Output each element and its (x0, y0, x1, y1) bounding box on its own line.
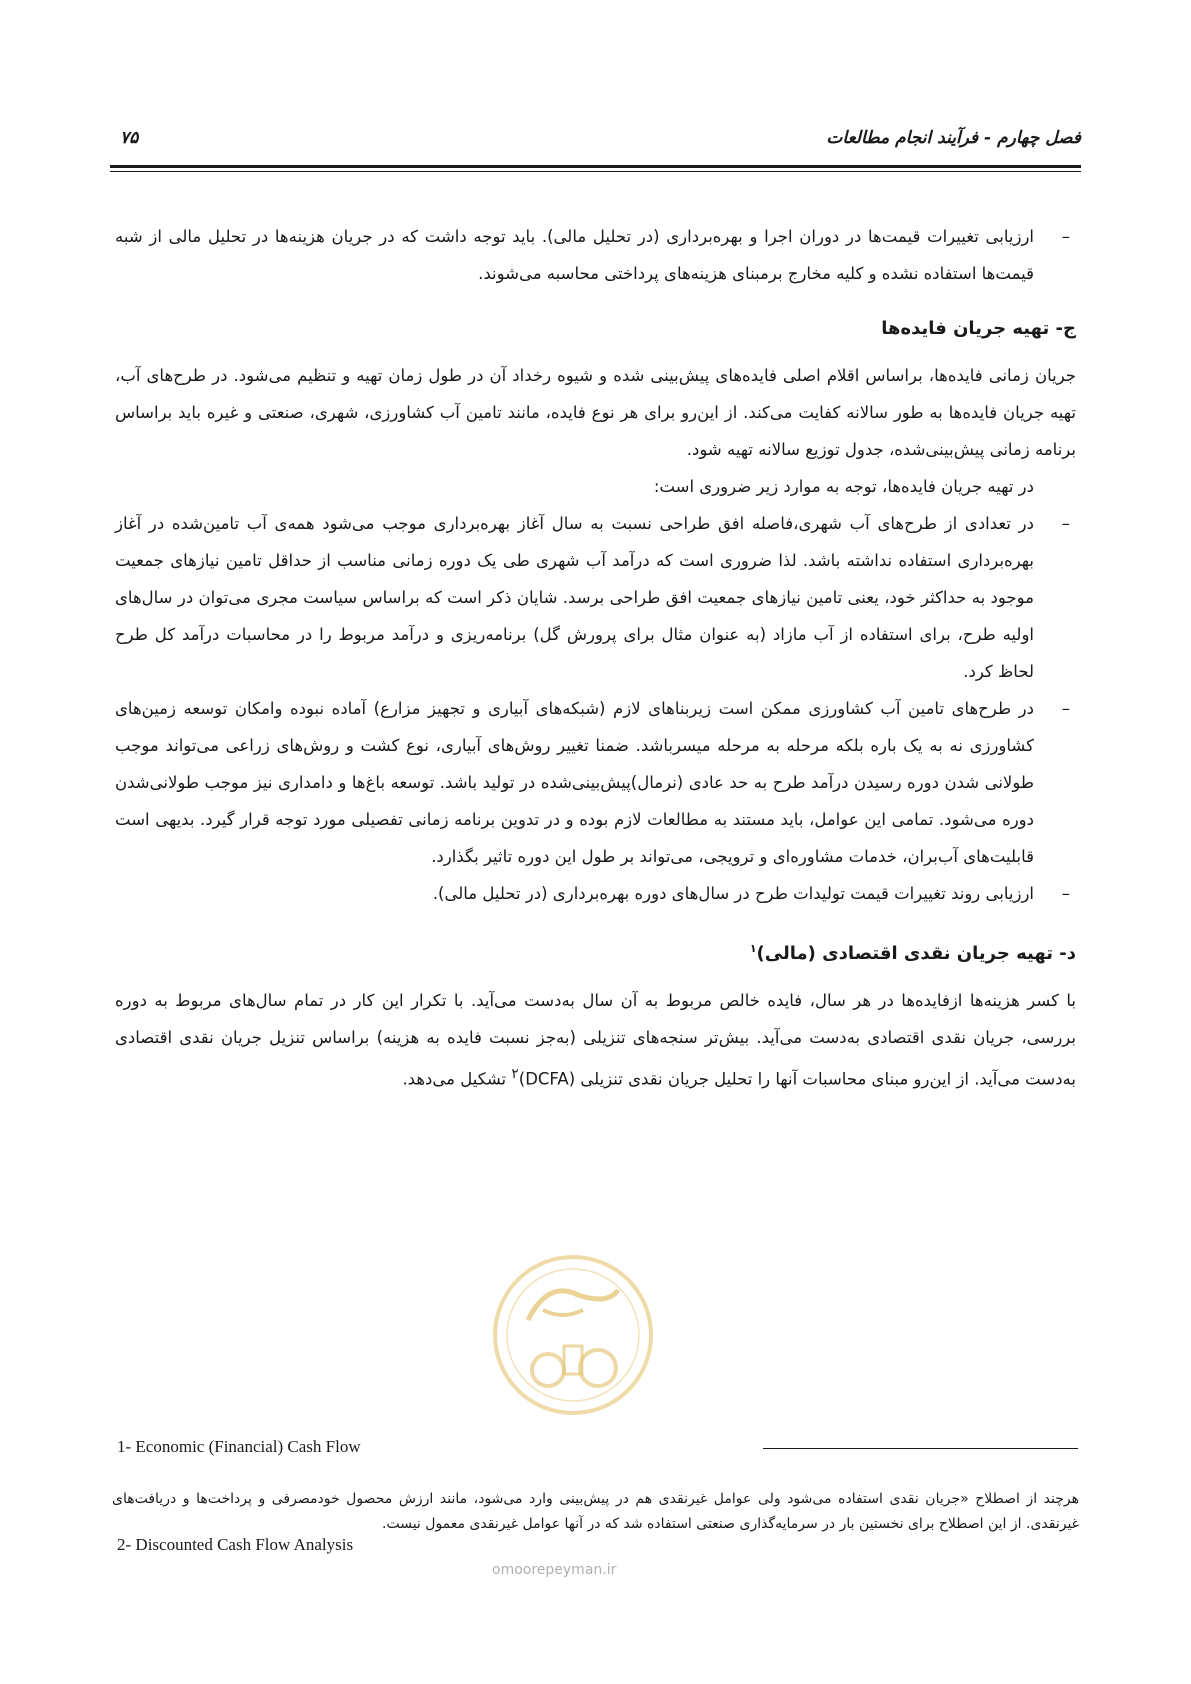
chapter-title: فصل چهارم - فرآیند انجام مطالعات (826, 128, 1081, 148)
footnote-1: 1- Economic (Financial) Cash Flow (117, 1437, 361, 1456)
bullet-dash: – (1061, 884, 1070, 903)
watermark-logo-icon (488, 1250, 658, 1420)
bullet-dash: – (1061, 514, 1070, 533)
paragraph-benefits: جریان زمانی فایده‌ها، براساس اقلام اصلی فایده‌های پیش‌بینی شده و شیوه رخداد آن در طول زمان تهیه و تنظیم می‌شود. در طرح‌های آب، تهیه جریان فایده‌ها به طور سالانه کفایت می‌کند. از این‌رو برای هر نوع فایده، مانند تامین آب کشاورزی، شهری، صنعتی و غیره باید براساس برنامه زمانی پیش‌بینی‌شده، جدول توزیع سالانه تهیه شود. (115, 366, 1076, 459)
bullet-text: ارزیابی روند تغییرات قیمت تولیدات طرح در سال‌های دوره بهره‌برداری (در تحلیل مالی). (432, 884, 1034, 903)
bullet-agricultural-water (115, 690, 1076, 875)
section-heading-benefits: ج- تهیه جریان فایده‌ها (881, 318, 1076, 339)
header-rule-thin (110, 171, 1081, 172)
section-heading-cash-flow (115, 930, 1076, 972)
page-number: ۷۵ (120, 128, 139, 148)
bullet-product-prices (115, 875, 1076, 912)
paragraph-text-end: تشکیل می‌دهد. (402, 1069, 512, 1089)
paragraph-cash-flow (115, 982, 1076, 1098)
page-header (110, 120, 1081, 160)
page-body (115, 218, 1076, 1098)
footnote-rule (763, 1448, 1078, 1449)
watermark-url: omoorepeyman.ir (492, 1562, 617, 1578)
header-rule (110, 165, 1081, 168)
bullet-dash: – (1061, 699, 1070, 718)
footnote-ref-1: ۱ (749, 942, 757, 955)
bullet-text: در طرح‌های تامین آب کشاورزی ممکن است زیربناهای لازم (شبکه‌های آبیاری و تجهیز مزارع) آماده نبوده وامکان توسعه زمین‌های کشاورزی نه به یک باره بلکه مرحله به مرحله میسرباشد. ضمنا تغییر روش‌های آبیاری، نوع کشت و روش‌های زراعی می‌تواند موجب طولانی شدن دوره رسیدن درآمد طرح به حد عادی (نرمال)پیش‌بینی‌شده در تولید باشد. توسعه باغ‌ها و دامداری نیز موجب طولانی‌شدن دوره می‌شود. تمامی این عوامل، باید مستند به مطالعات لازم بوده و در تدوین برنامه زمانی تفصیلی مورد توجه قرار گیرد. بدیهی است قابلیت‌های آب‌بران، خدمات مشاوره‌ای و ترویجی، می‌تواند بر طول این دوره تاثیر بگذارد. (115, 699, 1034, 866)
bullet-price-changes (115, 218, 1076, 292)
bullet-text: در تعدادی از طرح‌های آب شهری،فاصله افق طراحی نسبت به سال آغاز بهره‌برداری موجب می‌شود همه‌ی آب تامین‌شده در آغاز بهره‌برداری استفاده نداشته باشد. لذا ضروری است که درآمد آب شهری طی یک دوره زمانی مناسب از حداقل تامین نیازهای جمعیت موجود به حداکثر خود، یعنی تامین نیازهای جمعیت افق طراحی برسد. شایان ذکر است که براساس سیاست مجری می‌توان در سال‌های اولیه طرح، برای استفاده از آب مازاد (به عنوان مثال برای پرورش گل) برنامه‌ریزی و درآمد مربوط را در محاسبات درآمد کل طرح لحاظ کرد. (115, 514, 1034, 681)
paragraph-benefits-intro: در تهیه جریان فایده‌ها، توجه به موارد زیر ضروری است: (653, 477, 1034, 496)
bullet-urban-water (115, 505, 1076, 690)
paragraph-text: با کسر هزینه‌ها ازفایده‌ها در هر سال، فایده خالص مربوط به آن سال به‌دست می‌آید. با تکرار این کار در تمام سال‌های مربوط به دوره بررسی، جریان نقدی اقتصادی به‌دست می‌آید. بیش‌تر سنجه‌های تنزیلی (به‌جز نسبت فایده به هزینه) براساس تنزیل جریان نقدی اقتصادی به‌دست می‌آید. از این‌رو مبنای محاسبات آنها را تحلیل جریان نقدی تنزیلی (DCFA) (115, 991, 1076, 1089)
footnote-persian-note: هرچند از اصطلاح «جریان نقدی استفاده می‌شود ولی عوامل غیرنقدی هم در پیش‌بینی وارد می‌شود، مانند ارزش محصول خودمصرفی و پرداخت‌ها و دریافت‌های غیرنقدی. از این اصطلاح برای نخستین بار در سرمایه‌گذاری صنعتی استفاده شد که در آنها عوامل غیرنقدی معمول نیست. (112, 1491, 1079, 1532)
footnote-ref-2: ۲ (511, 1066, 519, 1082)
footnote-2: 2- Discounted Cash Flow Analysis (117, 1535, 354, 1554)
bullet-text: ارزیابی تغییرات قیمت‌ها در دوران اجرا و بهره‌برداری (در تحلیل مالی). باید توجه داشت که در جریان هزینه‌ها در تحلیل مالی از شبه قیمت‌ها استفاده نشده و کلیه مخارج برمبنای هزینه‌های پرداختی محاسبه می‌شوند. (115, 227, 1034, 283)
section-heading-text: د- تهیه جریان نقدی اقتصادی (مالی) (756, 943, 1076, 964)
bullet-dash: – (1061, 227, 1070, 246)
